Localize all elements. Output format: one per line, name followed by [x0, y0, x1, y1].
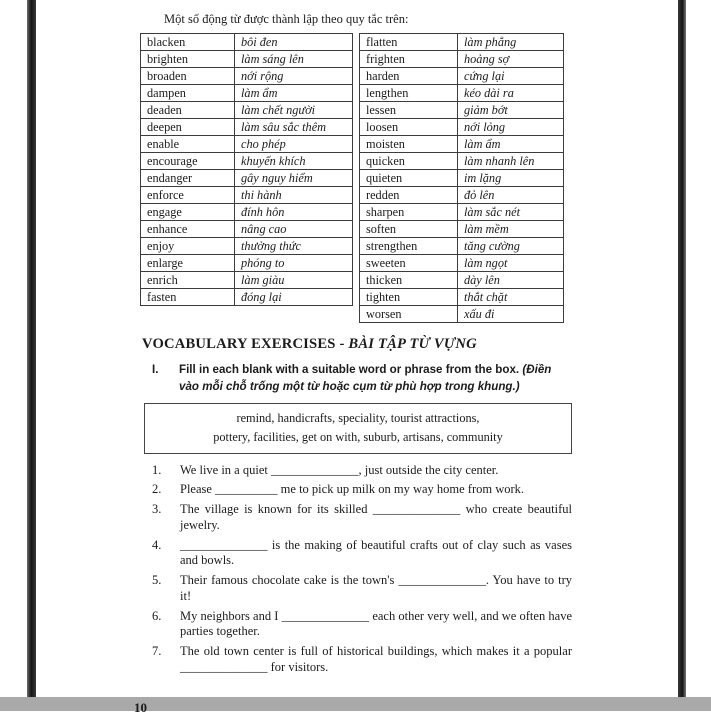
verb-word: lessen: [360, 102, 458, 119]
verb-word: deaden: [141, 102, 235, 119]
question-item: [152, 482, 572, 498]
verb-meaning: dày lên: [458, 272, 564, 289]
instruction-en: Fill in each blank with a suitable word or phrase from the box.: [179, 363, 523, 376]
verb-word: blacken: [141, 34, 235, 51]
table-row: [141, 85, 353, 102]
verb-word: brighten: [141, 51, 235, 68]
page-content: [134, 12, 572, 716]
verb-table-right: [359, 33, 564, 323]
verb-meaning: làm ẩm: [235, 85, 353, 102]
verb-word: flatten: [360, 34, 458, 51]
word-box-line-1: remind, handicrafts, speciality, tourist attractions,: [236, 410, 480, 425]
page-left-edge: [27, 0, 36, 697]
question-number: 2.: [152, 482, 162, 497]
question-text: My neighbors and I ______________ each other very well, and we often have parties together.: [180, 608, 572, 639]
question-number: 4.: [152, 537, 162, 552]
verb-word: encourage: [141, 153, 235, 170]
verb-meaning: làm sắc nét: [458, 204, 564, 221]
table-row: [141, 68, 353, 85]
verb-meaning: thi hành: [235, 187, 353, 204]
table-row: [360, 255, 564, 272]
question-number: 3.: [152, 502, 162, 517]
verb-meaning: làm chết người: [235, 102, 353, 119]
verb-meaning: phóng to: [235, 255, 353, 272]
verb-meaning: nâng cao: [235, 221, 353, 238]
question-item: [152, 644, 572, 676]
verb-word: frighten: [360, 51, 458, 68]
verb-word: lengthen: [360, 85, 458, 102]
verb-word: moisten: [360, 136, 458, 153]
table-row: [141, 187, 353, 204]
verb-word: loosen: [360, 119, 458, 136]
verb-word: broaden: [141, 68, 235, 85]
verb-meaning: thắt chặt: [458, 289, 564, 306]
verb-meaning: làm nhanh lên: [458, 153, 564, 170]
verb-meaning: thưởng thức: [235, 238, 353, 255]
question-item: [152, 502, 572, 534]
question-item: [152, 609, 572, 641]
table-row: [360, 136, 564, 153]
table-row: [360, 306, 564, 323]
verb-meaning: làm ngọt: [458, 255, 564, 272]
question-text: ______________ is the making of beautiful crafts out of clay such as vases and bowls.: [180, 537, 572, 568]
verb-word: strengthen: [360, 238, 458, 255]
verb-word: harden: [360, 68, 458, 85]
word-box: [144, 403, 572, 454]
question-number: 7.: [152, 644, 162, 659]
verb-table-left: [140, 33, 353, 306]
table-row: [141, 289, 353, 306]
verb-word: redden: [360, 187, 458, 204]
table-row: [360, 170, 564, 187]
verb-word: enforce: [141, 187, 235, 204]
table-row: [141, 272, 353, 289]
section-title-en: VOCABULARY EXERCISES -: [142, 336, 349, 352]
verb-meaning: khuyến khích: [235, 153, 353, 170]
table-row: [360, 51, 564, 68]
table-row: [360, 68, 564, 85]
table-row: [141, 170, 353, 187]
exercise-instruction: [152, 362, 572, 396]
verb-meaning: đóng lại: [235, 289, 353, 306]
question-number: 5.: [152, 573, 162, 588]
table-row: [360, 119, 564, 136]
verb-tables: [140, 33, 572, 323]
verb-meaning: cho phép: [235, 136, 353, 153]
verb-word: tighten: [360, 289, 458, 306]
verb-meaning: nới lỏng: [458, 119, 564, 136]
table-row: [360, 272, 564, 289]
verb-meaning: tăng cường: [458, 238, 564, 255]
verb-word: enrich: [141, 272, 235, 289]
verb-word: fasten: [141, 289, 235, 306]
verb-word: sharpen: [360, 204, 458, 221]
table-row: [141, 136, 353, 153]
table-row: [141, 51, 353, 68]
instruction-vi: (Điền vào mỗi chỗ trống một từ hoặc cụm từ phù hợp trong khung.): [179, 363, 552, 393]
verb-word: soften: [360, 221, 458, 238]
verb-meaning: im lặng: [458, 170, 564, 187]
question-text: The old town center is full of historical buildings, which makes it a popular ______________ for visitors.: [180, 644, 572, 674]
verb-meaning: cứng lại: [458, 68, 564, 85]
verb-meaning: hoảng sợ: [458, 51, 564, 68]
table-row: [360, 289, 564, 306]
table-row: [141, 204, 353, 221]
intro-text: Một số động từ được thành lập theo quy tắc trên:: [164, 12, 409, 26]
table-row: [360, 238, 564, 255]
verb-meaning: làm ẩm: [458, 136, 564, 153]
table-row: [141, 102, 353, 119]
table-row: [360, 34, 564, 51]
table-row: [360, 187, 564, 204]
verb-word: worsen: [360, 306, 458, 323]
page-right-edge: [678, 0, 686, 697]
table-row: [360, 153, 564, 170]
verb-meaning: làm mềm: [458, 221, 564, 238]
verb-word: deepen: [141, 119, 235, 136]
table-row: [141, 119, 353, 136]
question-item: [152, 573, 572, 605]
page-number: 10: [134, 699, 147, 715]
instruction-text: [179, 362, 572, 396]
verb-word: thicken: [360, 272, 458, 289]
question-list: [152, 463, 572, 676]
verb-meaning: làm sâu sắc thêm: [235, 119, 353, 136]
verb-meaning: kéo dài ra: [458, 85, 564, 102]
table-row: [360, 221, 564, 238]
table-row: [141, 153, 353, 170]
word-box-line-2: pottery, facilities, get on with, suburb, artisans, community: [213, 429, 503, 444]
question-text: Their famous chocolate cake is the town's ______________. You have to try it!: [180, 573, 572, 603]
table-row: [141, 221, 353, 238]
question-text: Please __________ me to pick up milk on my way home from work.: [180, 482, 525, 497]
verb-meaning: làm giàu: [235, 272, 353, 289]
verb-word: engage: [141, 204, 235, 221]
table-row: [141, 34, 353, 51]
verb-meaning: làm sáng lên: [235, 51, 353, 68]
verb-meaning: gây nguy hiểm: [235, 170, 353, 187]
question-number: 6.: [152, 608, 162, 623]
verb-word: dampen: [141, 85, 235, 102]
verb-meaning: nới rộng: [235, 68, 353, 85]
verb-word: enable: [141, 136, 235, 153]
table-row: [360, 102, 564, 119]
verb-word: sweeten: [360, 255, 458, 272]
verb-meaning: làm phẳng: [458, 34, 564, 51]
question-number: 1.: [152, 462, 162, 477]
verb-meaning: xấu đi: [458, 306, 564, 323]
verb-word: enhance: [141, 221, 235, 238]
question-item: [152, 463, 572, 479]
question-text: The village is known for its skilled ______________ who create beautiful jewelry.: [180, 502, 572, 532]
table-row: [360, 85, 564, 102]
table-row: [141, 255, 353, 272]
table-row: [360, 204, 564, 221]
question-item: [152, 538, 572, 570]
verb-meaning: giảm bớt: [458, 102, 564, 119]
table-row: [141, 238, 353, 255]
exercise-number: I.: [152, 363, 159, 376]
verb-word: endanger: [141, 170, 235, 187]
verb-meaning: đỏ lên: [458, 187, 564, 204]
section-title-vi: BÀI TẬP TỪ VỰNG: [348, 336, 477, 352]
section-title: [142, 336, 572, 353]
verb-word: quicken: [360, 153, 458, 170]
verb-meaning: đính hôn: [235, 204, 353, 221]
verb-word: quieten: [360, 170, 458, 187]
question-text: We live in a quiet ______________, just outside the city center.: [180, 462, 499, 477]
verb-word: enjoy: [141, 238, 235, 255]
verb-word: enlarge: [141, 255, 235, 272]
verb-meaning: bôi đen: [235, 34, 353, 51]
